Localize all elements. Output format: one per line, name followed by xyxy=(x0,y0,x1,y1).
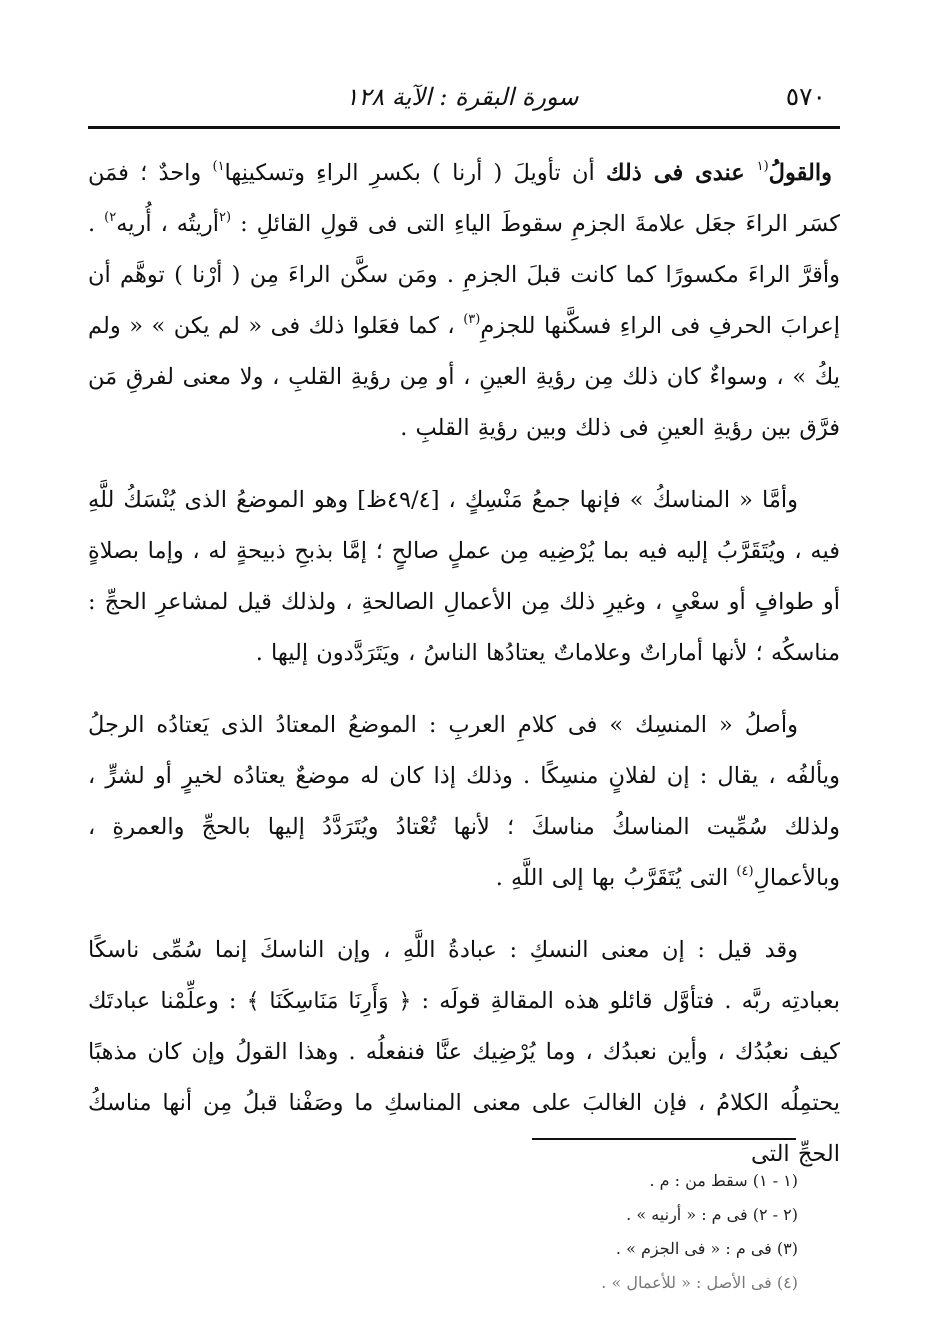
paragraph xyxy=(88,475,840,679)
bold-phrase: عندى فى ذلك xyxy=(605,160,757,186)
footnote-marker: ١) xyxy=(212,159,225,174)
footnote-marker: (١ xyxy=(756,159,769,174)
paragraph xyxy=(88,925,840,1180)
text-run: ، كما فعَلوا ذلك فى « لم يكن » « ولم يكُ » ، وسواءٌ كان ذلك مِن رؤيةِ العينِ ، أو مِن رؤيةِ القلبِ ، ولا معنى لفرقِ مَن فرَّق بين رؤيةِ العينِ فى ذلك وبين رؤيةِ القلبِ . xyxy=(88,313,840,441)
text-run: أن تأويلَ ( أرنا ) بكسرِ الراءِ وتسكينِها xyxy=(224,160,606,186)
footnotes xyxy=(298,1164,798,1300)
footnote-marker: (٢ xyxy=(219,210,232,225)
body-text xyxy=(88,148,840,1201)
text-run: أريتُه ، أُريه xyxy=(116,211,220,237)
footnote: (٣) فى م : « فى الجزم » . xyxy=(615,1239,798,1258)
bold-phrase: والقولُ xyxy=(768,160,832,186)
header-rule xyxy=(88,126,840,129)
footnote: (٤) فى الأصل : « للأعمال » . xyxy=(601,1273,798,1292)
text-run: واحدٌ ؛ فمَن كسَر الراءَ جعَل علامةَ الجزمِ سقوطَ الياءِ التى فى قولِ القائلِ : xyxy=(88,160,841,237)
text-run: : وعلِّمْنا عبادتَك كيف نعبُدُك ، وأين نعبدُك ، وما يُرْضِيك عنَّا فنفعلُه . وهذا القولُ وإن كان مذهبًا يحتمِلُه الكلامُ ، فإن الغالبَ على معنى المناسكِ ما وصَفْنا قبلُ مِن أنها مناسكُ الحجِّ التى xyxy=(88,988,840,1167)
text-run: وأصلُ « المنسِك » فى كلامِ العربِ : الموضعُ المعتادُ الذى يَعتادُه الرجلُ ويألفُه ، يقال : إن لفلانٍ منسِكًا . وذلك إذا كان له موضعٌ يعتادُه لخيرٍ أو لشرٍّ ، ولذلك سُمِّيت المناسكُ مناسكَ ؛ لأنها تُعْتادُ ويُتَرَدَّدُ إليها بالحجِّ والعمرةِ ، وبالأعمالِ xyxy=(88,712,840,891)
footnote: (١ - ١) سقط من : م . xyxy=(649,1171,798,1190)
paragraph xyxy=(88,148,840,454)
page-number: ٥٧٠ xyxy=(785,82,826,111)
paragraph xyxy=(88,700,840,904)
quran-quote: ﴿ وَأَرِنَا مَنَاسِكَنَا ﴾ xyxy=(246,989,412,1014)
footnote-marker: (٣) xyxy=(463,312,481,327)
text-run: . وأقرَّ الراءَ مكسورًا كما كانت قبلَ الجزمِ . ومَن سكَّن الراءَ مِن ( أرْنا ) توهَّم أن إعرابَ الحرفِ فى الراءِ فسكَّنها للجزمِ xyxy=(88,211,840,339)
surah-title: سورة البقرة : الآية ١٢٨ xyxy=(345,83,579,111)
footnote-rule xyxy=(532,1138,796,1140)
running-head xyxy=(90,82,836,122)
footnote-marker: ٢) xyxy=(104,210,117,225)
text-run: التى يُتَقَرَّبُ بها إلى اللَّهِ . xyxy=(495,865,737,891)
footnote: (٢ - ٢) فى م : « أرنيه » . xyxy=(626,1205,798,1224)
text-run: وأمَّا « المناسكُ » فإنها جمعُ مَنْسِكٍ ، [٤٩/٤ظ] وهو الموضعُ الذى يُنْسَكُ للَّهِ فيه ، ويُتَقَرَّبُ إليه فيه بما يُرْضِيه مِن عملٍ صالحٍ ؛ إمَّا بذبحِ ذبيحةٍ له ، وإما بصلاةٍ أو طوافٍ أو سعْىٍ ، وغيرِ ذلك مِن الأعمالِ الصالحةِ ، ولذلك قيل لمشاعرِ الحجِّ : مناسكُه ؛ لأنها أماراتٌ وعلاماتٌ يعتادُها الناسُ ، ويَتَرَدَّدون إليها . xyxy=(88,487,840,666)
footnote-marker: (٤) xyxy=(736,864,754,879)
text-run: وقد قيل : إن معنى النسكِ : عبادةُ اللَّهِ ، وإن الناسكَ إنما سُمِّى ناسكًا بعبادتِه ربَّه . فتأوَّل قائلو هذه المقالةِ قولَه : xyxy=(88,937,840,1014)
